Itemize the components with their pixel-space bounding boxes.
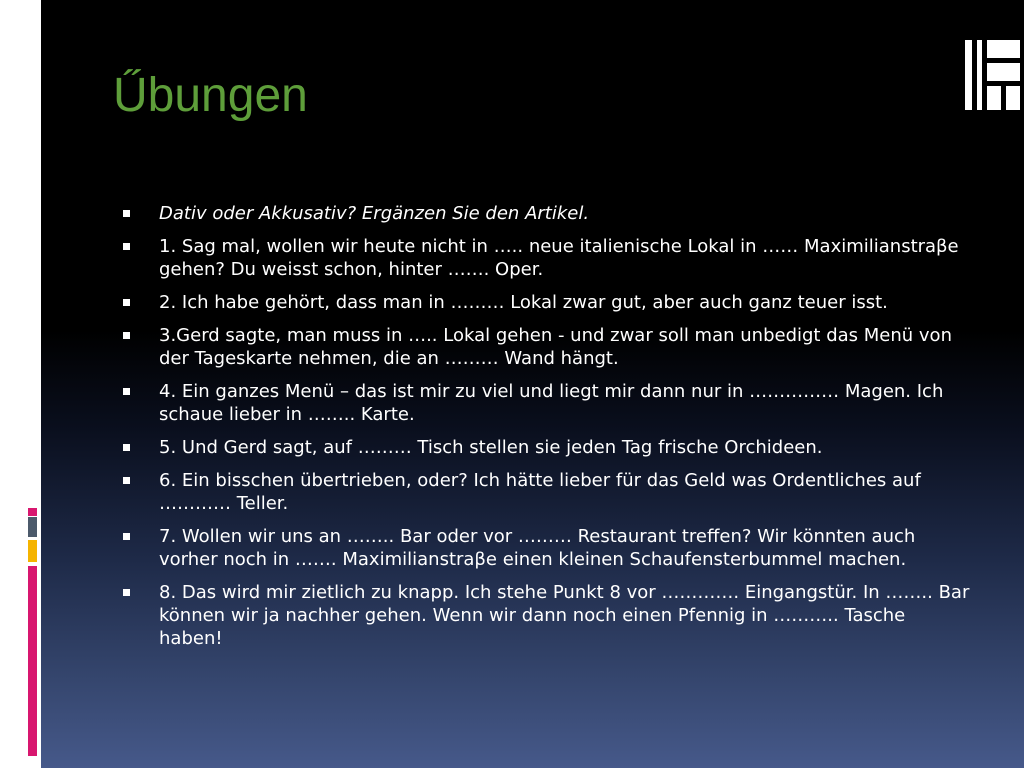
bullet-square-icon bbox=[123, 444, 130, 451]
list-item-text: 2. Ich habe gehört, dass man in ……… Lokal zwar gut, aber auch ganz teuer isst. bbox=[159, 292, 888, 313]
bullet-square-icon bbox=[123, 210, 130, 217]
list-item-text: 7. Wollen wir uns an …….. Bar oder vor ……… Restaurant treffen? Wir könnten auch vorher noch in ……. Maximilianstraβe einen kleinen Schaufensterbummel machen. bbox=[159, 526, 916, 570]
decor-bar-gray bbox=[28, 517, 37, 537]
exercise-list bbox=[120, 202, 970, 660]
list-item-text: 6. Ein bisschen übertrieben, oder? Ich hätte lieber für das Geld was Ordentliches auf ………… Teller. bbox=[159, 470, 921, 514]
decor-bar-yellow bbox=[28, 540, 37, 562]
list-item bbox=[120, 291, 970, 314]
list-item-text: 1. Sag mal, wollen wir heute nicht in ….. neue italienische Lokal in …… Maximilianstraβe gehen? Du weisst schon, hinter ……. Oper. bbox=[159, 236, 959, 280]
list-item bbox=[120, 581, 970, 650]
bullet-square-icon bbox=[123, 243, 130, 250]
list-item bbox=[120, 235, 970, 281]
decor-bar-pink-small bbox=[28, 508, 37, 516]
slide-title: Űbungen bbox=[113, 69, 308, 122]
list-item-text: 5. Und Gerd sagt, auf ……… Tisch stellen sie jeden Tag frische Orchideen. bbox=[159, 437, 823, 458]
list-item bbox=[120, 436, 970, 459]
bullet-square-icon bbox=[123, 388, 130, 395]
bullet-square-icon bbox=[123, 477, 130, 484]
decor-bar-pink-long bbox=[28, 566, 37, 756]
bullet-square-icon bbox=[123, 299, 130, 306]
list-item-text: Dativ oder Akkusativ? Ergänzen Sie den Artikel. bbox=[159, 203, 590, 224]
bullet-square-icon bbox=[123, 533, 130, 540]
list-item-text: 4. Ein ganzes Menü – das ist mir zu viel und liegt mir dann nur in …………… Magen. Ich schaue lieber in …….. Karte. bbox=[159, 381, 944, 425]
list-item bbox=[120, 380, 970, 426]
list-item bbox=[120, 324, 970, 370]
list-item-text: 8. Das wird mir zietlich zu knapp. Ich stehe Punkt 8 vor …………. Eingangstür. In …….. Bar können wir ja nachher gehen. Wenn wir dann noch einen Pfennig in ……….. Tasche haben! bbox=[159, 582, 970, 649]
list-item bbox=[120, 202, 970, 225]
window-panes-icon bbox=[964, 40, 1020, 110]
list-item-text: 3.Gerd sagte, man muss in ….. Lokal gehen - und zwar soll man unbedigt das Menü von der Tageskarte nehmen, die an ……… Wand hängt. bbox=[159, 325, 952, 369]
bullet-square-icon bbox=[123, 589, 130, 596]
list-item bbox=[120, 525, 970, 571]
list-item bbox=[120, 469, 970, 515]
bullet-square-icon bbox=[123, 332, 130, 339]
